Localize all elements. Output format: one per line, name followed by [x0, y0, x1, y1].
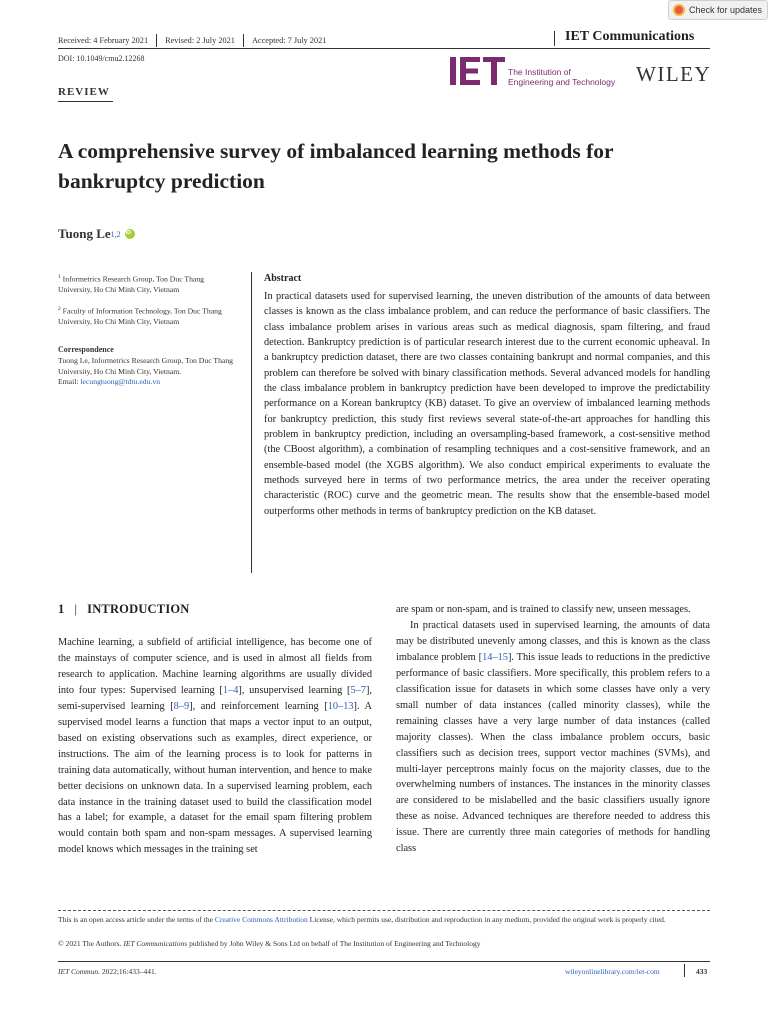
author-affiliation-sup[interactable]: 1,2 [110, 229, 121, 239]
author [58, 226, 135, 242]
revised-date: Revised: 2 July 2021 [157, 34, 244, 47]
check-for-updates-button[interactable] [668, 0, 768, 20]
accepted-date: Accepted: 7 July 2021 [251, 36, 327, 45]
correspondence-body: Tuong Le, Informetrics Research Group, Ton Duc Thang University, Ho Chi Minh City, Vietnam. Email: lecungtuong@tdtu.edu.vn [58, 356, 234, 387]
reference-link[interactable]: 14–15 [482, 651, 508, 663]
section-heading: 1 | INTRODUCTION [58, 602, 190, 616]
intro-paragraph-continued: are spam or non-spam, and is trained to classify new, unseen messages. [396, 604, 691, 615]
header-rule [58, 48, 710, 49]
reference-link[interactable]: 8–9 [173, 700, 190, 712]
footer-dashed-rule [58, 910, 710, 911]
doi[interactable]: DOI: 10.1049/cmu2.12268 [58, 54, 145, 63]
wiley-logo: WILEY [636, 62, 712, 86]
journal-url-link[interactable]: wileyonlinelibrary.com/iet-com [565, 967, 660, 976]
copyright-note: © 2021 The Authors. IET Communications published by John Wiley & Sons Ltd on behalf of The Institution of Engineering and Technology [58, 939, 481, 948]
reference-link[interactable]: 5–7 [350, 684, 366, 696]
reference-link[interactable]: 10–13 [327, 700, 354, 712]
license-link[interactable]: Creative Commons Attribution [214, 915, 308, 924]
intro-paragraph-2: In practical datasets used in supervised learning, the amounts of data may be distributed unevenly among classes, and this is known as the class imbalance problem [14–15]. This issue leads to reductions in the predictive performance of basic classifiers. More specifically, this problem refers to a classification issue for datasets in which some classes have only a very small number of data instances (called minority classes), while the remaining classes have a very large number of data instances (called majority classes). When the class imbalance problem occurs, basic classifiers such as decision trees, support vector machines (SVMs), and multi-layer perceptrons mainly focus on the majority classes, due to the overwhelming numbers of instances. The instances in the minority classes are considered to be mislabelled and the basic classifiers usually ignore these as noise. Advanced techniques are therefore needed to address this issue. There are currently three main categories of methods for handling class [396, 619, 710, 855]
footer-rule [58, 961, 710, 962]
check-for-updates-label: Check for updates [689, 5, 763, 15]
iet-logo-icon [450, 56, 506, 86]
article-title: A comprehensive survey of imbalanced learning methods for bankruptcy prediction [58, 139, 614, 193]
article-type-rule [58, 101, 113, 102]
intro-paragraph-1: Machine learning, a subfield of artificial intelligence, has become one of the mainstays of computer science, and is used in almost all fields from research to application. Machine learning algorithms are usually divided into four types: Supervised learning [1–4], unsupervised learning [5–7], semi-supervised learning [8–9], and reinforcement learning [10–13]. A supervised model learns a function that maps a vector input to an output, based on existing observations such as examples, direct experience, or instructions. The aim of the learning process is to look for patterns in training data automatically, without human intervention, and hence to make better decisions on unknown data. In a supervised learning problem, each data instance in the training dataset used to build the classification model has a label; for example, a dataset for the email spam filtering problem would contain both spam and non-spam messages. A supervised learning model knows which messages in the training set [58, 637, 373, 856]
orcid-icon[interactable] [125, 229, 135, 239]
affiliation-2: $^2$ Faculty of Information Technology, Ton Duc Thang University, Ho Chi Minh City, Vietnam [58, 306, 222, 327]
email-link[interactable]: lecungtuong@tdtu.edu.vn [80, 377, 161, 387]
correspondence-heading: Correspondence [58, 345, 114, 354]
journal-name: IET Communications [565, 29, 695, 44]
iet-institution-name: The Institution of Engineering and Technology [508, 67, 616, 87]
page-separator [684, 964, 685, 977]
abstract-rule [251, 272, 252, 573]
page-number: 433 [696, 967, 708, 976]
author-name[interactable]: Tuong Le [58, 226, 111, 241]
license-note: This is an open access article under the terms of the Creative Commons Attribution License, which permits use, distribution and reproduction in any medium, provided the original work is properly cited. [58, 915, 666, 924]
abstract-heading: Abstract [264, 273, 302, 284]
abstract-text: In practical datasets used for supervised learning, the uneven distribution of the amounts of data between classes is known as the class imbalance problem, and can reduce the performance of basic classifiers. The class imbalance problem arises in various areas such as medical diagnosis, spam filtering, and fraud detection. Bankruptcy prediction is of particular research interest due to the current economic upheaval. In a bankruptcy prediction dataset, there are two classes containing bankrupt and normal companies, and this problem can therefore be solved with binary classification methods. Several advanced models for handling the class imbalance problem in bankruptcy prediction have been developed to improve the predictability performance on a Korean bankruptcy (KB) dataset. To give an overview of imbalanced learning methods for bankruptcy prediction, this study first reviews several state-of-the-art approaches for handling this problem in bankruptcy prediction, including an oversampling-based framework, a cost-sensitive method (the CBoost algorithm), a combination of resampling techniques and a cost-sensitive framework, and an ensemble-based model (the XGBS algorithm). We also conduct empirical experiments to evaluate the methods surveyed here in terms of two performance metrics, the area under the receiver operating characteristic (ROC) curve and the geometric mean. The results show that the ensemble-based model outperforms other methods in terms of bankruptcy prediction on the KB dataset. [264, 291, 710, 517]
article-type: REVIEW [58, 86, 110, 98]
intro-left-column [58, 635, 372, 858]
crossmark-icon [673, 4, 685, 16]
intro-right-column [396, 602, 710, 857]
citation: IET Commun. 2022;16:433–441. [58, 967, 157, 976]
journal-separator [554, 31, 555, 46]
article-dates [58, 34, 334, 47]
received-date: Received: 4 February 2021 [58, 34, 157, 47]
affiliation-1: $^1$ Informetrics Research Group, Ton Duc Thang University, Ho Chi Minh City, Vietnam [58, 274, 205, 295]
reference-link[interactable]: 1–4 [222, 684, 239, 696]
